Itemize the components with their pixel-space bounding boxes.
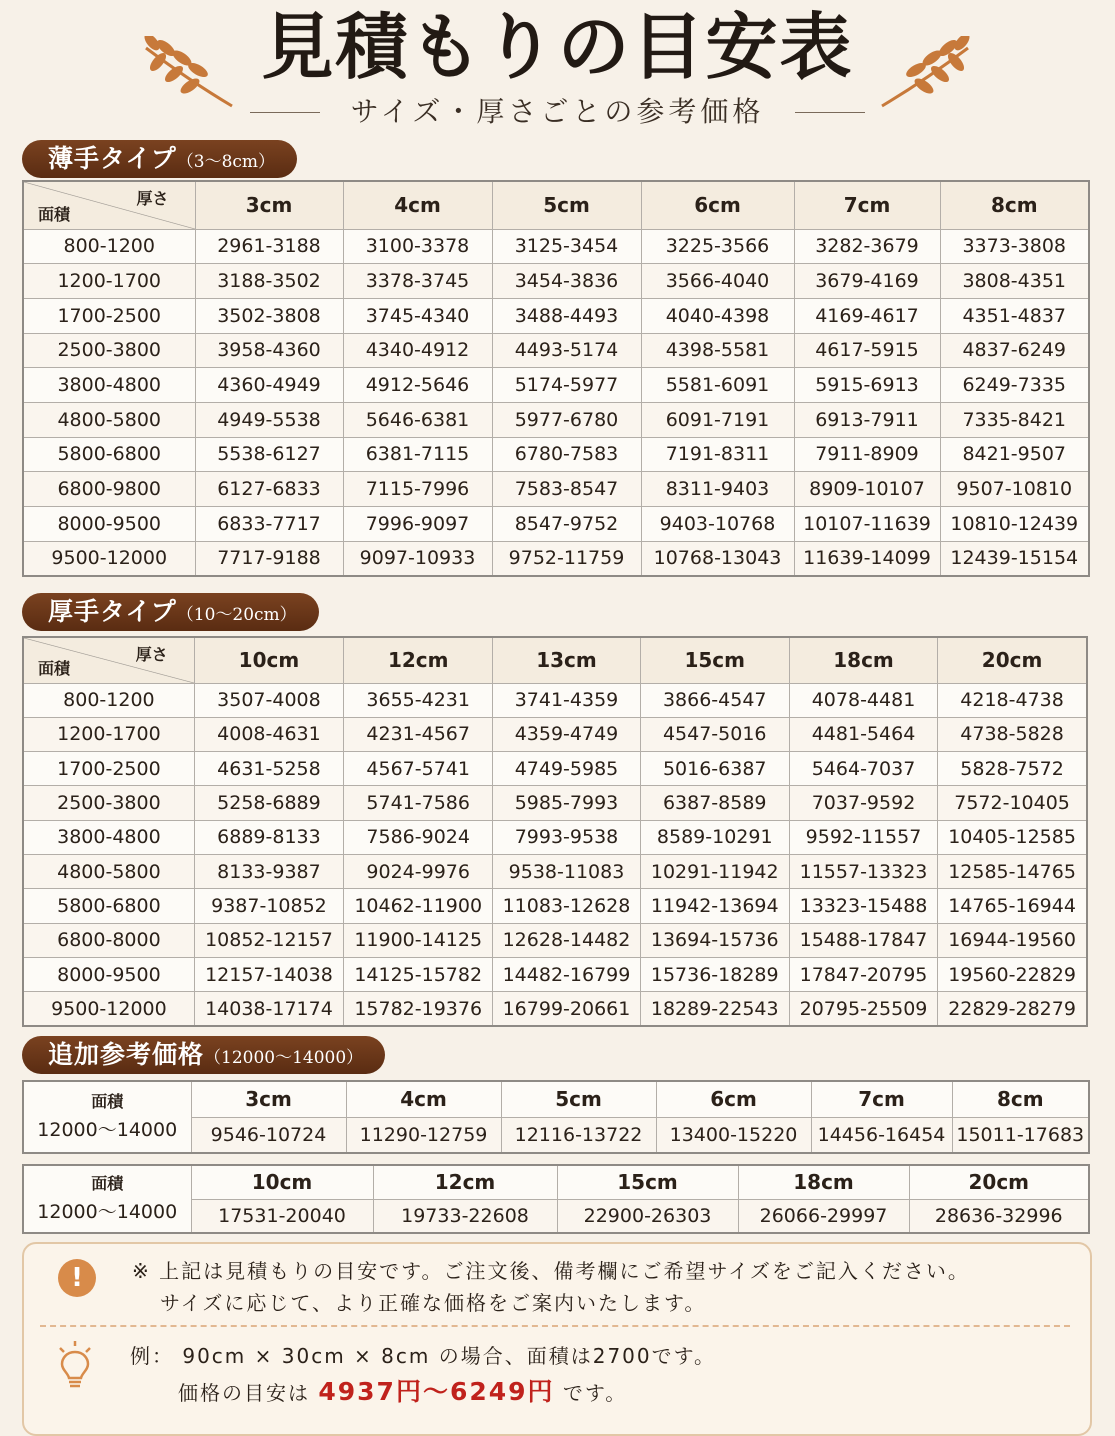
area-cell: 3800-4800 xyxy=(23,368,195,403)
corner-thickness-label: 厚さ xyxy=(136,189,169,208)
price-cell: 20795-25509 xyxy=(789,992,937,1026)
thick-price-table xyxy=(22,636,1088,1027)
price-cell: 4398-5581 xyxy=(641,333,794,368)
section-title-thin xyxy=(22,140,297,178)
exclamation-icon: ! xyxy=(58,1259,96,1297)
price-cell: 7911-8909 xyxy=(794,437,940,472)
table-row xyxy=(23,333,1089,368)
price-cell: 4631-5258 xyxy=(194,752,343,786)
area-cell: 5800-6800 xyxy=(23,889,194,923)
example-suffix: です。 xyxy=(562,1381,628,1405)
table-row xyxy=(23,957,1087,991)
area-cell: 9500-12000 xyxy=(23,992,194,1026)
example-line-1: 例： 90cm × 30cm × 8cm の場合、面積は2700です。 xyxy=(130,1344,717,1368)
column-header: 15cm xyxy=(640,637,789,683)
price-cell: 3507-4008 xyxy=(194,683,343,717)
example-line-2 xyxy=(178,1372,627,1408)
price-cell: 14765-16944 xyxy=(938,889,1087,923)
thin-price-table xyxy=(22,180,1090,577)
area-cell: 5800-6800 xyxy=(23,437,195,472)
area-cell: 8000-9500 xyxy=(23,957,194,991)
section-title-extra xyxy=(22,1036,385,1074)
price-cell: 4567-5741 xyxy=(344,752,493,786)
price-cell: 4351-4837 xyxy=(940,298,1089,333)
price-cell: 11557-13323 xyxy=(789,854,937,888)
area-cell: 1700-2500 xyxy=(23,752,194,786)
price-cell: 3502-3808 xyxy=(195,298,343,333)
corner-area-label: 面積 xyxy=(38,658,71,678)
price-cell: 8909-10107 xyxy=(794,472,940,507)
price-cell: 11290-12759 xyxy=(346,1117,501,1153)
column-header: 5cm xyxy=(492,181,641,229)
extra-area-range: 12000～14000 xyxy=(37,1201,178,1223)
price-cell: 4547-5016 xyxy=(640,717,789,751)
column-header: 6cm xyxy=(641,181,794,229)
price-cell: 10462-11900 xyxy=(344,889,493,923)
table-row xyxy=(23,717,1087,751)
price-cell: 3679-4169 xyxy=(794,264,940,299)
table-row xyxy=(23,402,1089,437)
column-header: 4cm xyxy=(343,181,492,229)
price-cell: 4481-5464 xyxy=(789,717,937,751)
price-cell: 26066-29997 xyxy=(738,1199,909,1233)
table-row xyxy=(23,923,1087,957)
price-cell: 3808-4351 xyxy=(940,264,1089,299)
price-cell: 3188-3502 xyxy=(195,264,343,299)
corner-cell xyxy=(23,637,194,683)
price-cell: 4837-6249 xyxy=(940,333,1089,368)
section-title-main: 追加参考価格 xyxy=(48,1040,205,1069)
price-cell: 4231-4567 xyxy=(344,717,493,751)
price-cell: 11083-12628 xyxy=(493,889,640,923)
price-cell: 5977-6780 xyxy=(492,402,641,437)
price-cell: 3225-3566 xyxy=(641,229,794,264)
price-cell: 8133-9387 xyxy=(194,854,343,888)
price-cell: 3282-3679 xyxy=(794,229,940,264)
price-cell: 15011-17683 xyxy=(952,1117,1089,1153)
column-header: 18cm xyxy=(789,637,937,683)
price-cell: 7586-9024 xyxy=(344,820,493,854)
price-cell: 22829-28279 xyxy=(938,992,1087,1026)
column-header: 10cm xyxy=(194,637,343,683)
area-cell: 2500-3800 xyxy=(23,333,195,368)
table-row xyxy=(23,368,1089,403)
column-header: 20cm xyxy=(938,637,1087,683)
price-cell: 9752-11759 xyxy=(492,541,641,576)
price-cell: 5646-6381 xyxy=(343,402,492,437)
price-cell: 6127-6833 xyxy=(195,472,343,507)
price-cell: 28636-32996 xyxy=(909,1199,1089,1233)
price-cell: 13323-15488 xyxy=(789,889,937,923)
column-header: 5cm xyxy=(501,1081,656,1117)
table-row xyxy=(23,854,1087,888)
price-cell: 3745-4340 xyxy=(343,298,492,333)
price-cell: 17847-20795 xyxy=(789,957,937,991)
price-cell: 11900-14125 xyxy=(344,923,493,957)
table-row xyxy=(23,752,1087,786)
area-cell: 800-1200 xyxy=(23,683,194,717)
note-line-2: サイズに応じて、より正確な価格をご案内いたします。 xyxy=(160,1291,707,1315)
column-header: 7cm xyxy=(811,1081,952,1117)
thick-header-row xyxy=(23,637,1087,683)
price-cell: 22900-26303 xyxy=(557,1199,738,1233)
price-cell: 3958-4360 xyxy=(195,333,343,368)
price-cell: 3741-4359 xyxy=(493,683,640,717)
price-cell: 10107-11639 xyxy=(794,507,940,542)
price-cell: 8421-9507 xyxy=(940,437,1089,472)
thin-header-row xyxy=(23,181,1089,229)
price-cell: 10291-11942 xyxy=(640,854,789,888)
price-cell: 4360-4949 xyxy=(195,368,343,403)
price-cell: 9387-10852 xyxy=(194,889,343,923)
price-cell: 4493-5174 xyxy=(492,333,641,368)
price-cell: 13694-15736 xyxy=(640,923,789,957)
price-cell: 7037-9592 xyxy=(789,786,937,820)
column-header: 10cm xyxy=(191,1165,373,1199)
table-row xyxy=(23,541,1089,576)
price-cell: 3100-3378 xyxy=(343,229,492,264)
area-cell: 1200-1700 xyxy=(23,264,195,299)
column-header: 8cm xyxy=(940,181,1089,229)
price-cell: 3866-4547 xyxy=(640,683,789,717)
price-cell: 10852-12157 xyxy=(194,923,343,957)
table-row xyxy=(23,229,1089,264)
price-cell: 5985-7993 xyxy=(493,786,640,820)
area-cell: 1700-2500 xyxy=(23,298,195,333)
price-cell: 16944-19560 xyxy=(938,923,1087,957)
column-header: 6cm xyxy=(656,1081,811,1117)
price-cell: 17531-20040 xyxy=(191,1199,373,1233)
price-cell: 19733-22608 xyxy=(373,1199,557,1233)
price-cell: 14482-16799 xyxy=(493,957,640,991)
price-cell: 4169-4617 xyxy=(794,298,940,333)
extra-thick-table xyxy=(22,1164,1090,1234)
price-cell: 6780-7583 xyxy=(492,437,641,472)
price-cell: 7572-10405 xyxy=(938,786,1087,820)
price-cell: 12439-15154 xyxy=(940,541,1089,576)
price-cell: 15736-18289 xyxy=(640,957,789,991)
extra-area-range: 12000～14000 xyxy=(37,1119,178,1141)
thick-table-body xyxy=(23,683,1087,1026)
price-cell: 3378-3745 xyxy=(343,264,492,299)
price-cell: 7993-9538 xyxy=(493,820,640,854)
price-cell: 6913-7911 xyxy=(794,402,940,437)
price-cell: 9024-9976 xyxy=(344,854,493,888)
table-row xyxy=(23,889,1087,923)
extra-area-cell xyxy=(23,1165,191,1233)
area-cell: 800-1200 xyxy=(23,229,195,264)
column-header: 3cm xyxy=(191,1081,346,1117)
note-line-1: ※ 上記は見積もりの目安です。ご注文後、備考欄にご希望サイズをご記入ください。 xyxy=(132,1259,970,1283)
price-cell: 9592-11557 xyxy=(789,820,937,854)
price-cell: 18289-22543 xyxy=(640,992,789,1026)
price-cell: 9546-10724 xyxy=(191,1117,346,1153)
price-cell: 6091-7191 xyxy=(641,402,794,437)
price-cell: 12157-14038 xyxy=(194,957,343,991)
column-header: 13cm xyxy=(493,637,640,683)
area-cell: 4800-5800 xyxy=(23,402,195,437)
price-cell: 7335-8421 xyxy=(940,402,1089,437)
price-cell: 3488-4493 xyxy=(492,298,641,333)
area-cell: 1200-1700 xyxy=(23,717,194,751)
price-cell: 12116-13722 xyxy=(501,1117,656,1153)
price-cell: 6387-8589 xyxy=(640,786,789,820)
column-header: 4cm xyxy=(346,1081,501,1117)
price-cell: 14456-16454 xyxy=(811,1117,952,1153)
price-cell: 13400-15220 xyxy=(656,1117,811,1153)
column-header: 20cm xyxy=(909,1165,1089,1199)
section-title-main: 薄手タイプ xyxy=(48,144,177,173)
price-cell: 4949-5538 xyxy=(195,402,343,437)
section-title-range: （10～20cm） xyxy=(176,605,297,625)
price-cell: 5464-7037 xyxy=(789,752,937,786)
price-cell: 5581-6091 xyxy=(641,368,794,403)
price-cell: 6249-7335 xyxy=(940,368,1089,403)
price-cell: 14125-15782 xyxy=(344,957,493,991)
column-header: 15cm xyxy=(557,1165,738,1199)
price-cell: 4738-5828 xyxy=(938,717,1087,751)
table-row xyxy=(23,820,1087,854)
lightbulb-icon xyxy=(55,1340,95,1392)
area-cell: 6800-9800 xyxy=(23,472,195,507)
extra-thick-header-row xyxy=(23,1165,1089,1199)
price-cell: 5828-7572 xyxy=(938,752,1087,786)
price-cell: 5741-7586 xyxy=(344,786,493,820)
price-cell: 2961-3188 xyxy=(195,229,343,264)
example-price: 4937円～6249円 xyxy=(318,1377,555,1406)
example-prefix: 価格の目安は xyxy=(178,1381,310,1405)
price-cell: 5258-6889 xyxy=(194,786,343,820)
price-cell: 7717-9188 xyxy=(195,541,343,576)
page-title: 見積もりの目安表 xyxy=(261,4,854,89)
price-cell: 7191-8311 xyxy=(641,437,794,472)
price-cell: 5016-6387 xyxy=(640,752,789,786)
section-title-main: 厚手タイプ xyxy=(48,597,177,626)
price-cell: 14038-17174 xyxy=(194,992,343,1026)
price-cell: 3373-3808 xyxy=(940,229,1089,264)
area-cell: 4800-5800 xyxy=(23,854,194,888)
price-cell: 7996-9097 xyxy=(343,507,492,542)
column-header: 8cm xyxy=(952,1081,1089,1117)
price-cell: 3454-3836 xyxy=(492,264,641,299)
price-cell: 8547-9752 xyxy=(492,507,641,542)
extra-area-cell xyxy=(23,1081,191,1153)
price-cell: 6381-7115 xyxy=(343,437,492,472)
price-cell: 10405-12585 xyxy=(938,820,1087,854)
subtitle-row xyxy=(250,92,865,132)
price-cell: 11639-14099 xyxy=(794,541,940,576)
thin-table-body xyxy=(23,229,1089,576)
price-cell: 7583-8547 xyxy=(492,472,641,507)
corner-area-label: 面積 xyxy=(38,204,71,224)
table-row xyxy=(23,472,1089,507)
area-cell: 3800-4800 xyxy=(23,820,194,854)
price-cell: 9538-11083 xyxy=(493,854,640,888)
corner-thickness-label: 厚さ xyxy=(135,645,168,664)
price-cell: 10768-13043 xyxy=(641,541,794,576)
price-cell: 12585-14765 xyxy=(938,854,1087,888)
table-row xyxy=(23,786,1087,820)
table-row xyxy=(23,264,1089,299)
area-cell: 8000-9500 xyxy=(23,507,195,542)
table-row xyxy=(23,992,1087,1026)
extra-area-label: 面積 xyxy=(91,1092,124,1111)
column-header: 3cm xyxy=(195,181,343,229)
price-cell: 3566-4040 xyxy=(641,264,794,299)
price-cell: 4008-4631 xyxy=(194,717,343,751)
price-cell: 5915-6913 xyxy=(794,368,940,403)
section-title-range: （12000～14000） xyxy=(204,1048,364,1068)
extra-thin-table xyxy=(22,1080,1090,1154)
price-cell: 4040-4398 xyxy=(641,298,794,333)
price-cell: 8589-10291 xyxy=(640,820,789,854)
area-cell: 6800-8000 xyxy=(23,923,194,957)
price-cell: 3655-4231 xyxy=(344,683,493,717)
price-cell: 16799-20661 xyxy=(493,992,640,1026)
price-cell: 4749-5985 xyxy=(493,752,640,786)
column-header: 12cm xyxy=(344,637,493,683)
extra-thin-header-row xyxy=(23,1081,1089,1117)
price-cell: 4078-4481 xyxy=(789,683,937,717)
price-cell: 5174-5977 xyxy=(492,368,641,403)
price-cell: 4218-4738 xyxy=(938,683,1087,717)
section-title-range: （3～8cm） xyxy=(176,152,276,172)
price-cell: 19560-22829 xyxy=(938,957,1087,991)
price-cell: 9403-10768 xyxy=(641,507,794,542)
price-cell: 12628-14482 xyxy=(493,923,640,957)
price-cell: 8311-9403 xyxy=(641,472,794,507)
price-cell: 4359-4749 xyxy=(493,717,640,751)
section-title-thick xyxy=(22,593,319,631)
table-row xyxy=(23,298,1089,333)
table-row xyxy=(23,683,1087,717)
column-header: 12cm xyxy=(373,1165,557,1199)
price-cell: 9097-10933 xyxy=(343,541,492,576)
price-cell: 4617-5915 xyxy=(794,333,940,368)
area-cell: 9500-12000 xyxy=(23,541,195,576)
price-cell: 15782-19376 xyxy=(344,992,493,1026)
price-cell: 10810-12439 xyxy=(940,507,1089,542)
corner-cell xyxy=(23,181,195,229)
price-cell: 9507-10810 xyxy=(940,472,1089,507)
table-row xyxy=(23,507,1089,542)
price-cell: 4912-5646 xyxy=(343,368,492,403)
price-cell: 6833-7717 xyxy=(195,507,343,542)
price-cell: 3125-3454 xyxy=(492,229,641,264)
price-cell: 4340-4912 xyxy=(343,333,492,368)
price-cell: 5538-6127 xyxy=(195,437,343,472)
table-row xyxy=(23,437,1089,472)
column-header: 18cm xyxy=(738,1165,909,1199)
price-cell: 6889-8133 xyxy=(194,820,343,854)
column-header: 7cm xyxy=(794,181,940,229)
price-cell: 7115-7996 xyxy=(343,472,492,507)
page-subtitle: サイズ・厚さごとの参考価格 xyxy=(350,95,765,128)
price-cell: 15488-17847 xyxy=(789,923,937,957)
note-divider xyxy=(40,1325,1070,1327)
extra-area-label: 面積 xyxy=(91,1174,124,1193)
price-cell: 11942-13694 xyxy=(640,889,789,923)
area-cell: 2500-3800 xyxy=(23,786,194,820)
